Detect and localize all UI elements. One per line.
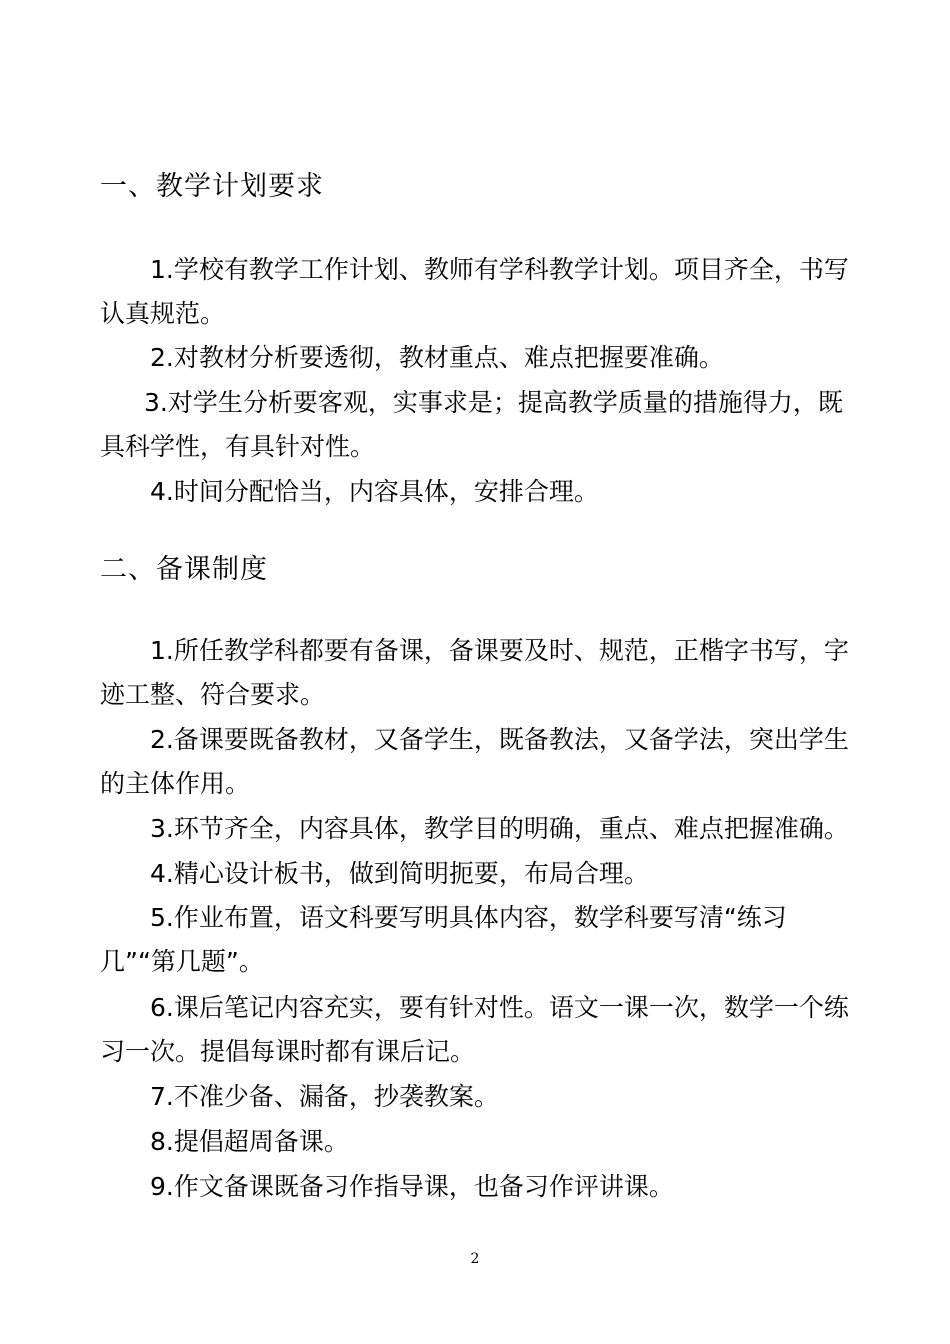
list-item — [100, 629, 862, 717]
list-item — [100, 248, 862, 336]
list-item — [100, 807, 862, 851]
list-item-text: 4.时间分配恰当，内容具体，安排合理。 — [150, 477, 599, 506]
list-item-text: 2.对教材分析要透彻，教材重点、难点把握要准确。 — [150, 343, 724, 372]
list-item-text: 2.备课要既备教材，又备学生，既备教法，又备学法，突出学生的主体作用。 — [100, 725, 849, 798]
list-item — [100, 470, 862, 514]
page-number: 2 — [470, 1251, 480, 1267]
list-item — [100, 381, 862, 469]
list-item — [100, 718, 862, 806]
list-item-text: 1.学校有教学工作计划、教师有学科教学计划。项目齐全，书写认真规范。 — [100, 255, 849, 328]
list-item — [100, 336, 862, 380]
section-heading-teaching-plan: 一、教学计划要求 — [100, 171, 324, 202]
list-item-text: 7.不准少备、漏备，抄袭教案。 — [150, 1082, 499, 1111]
list-item-text: 9.作文备课既备习作指导课，也备习作评讲课。 — [150, 1172, 674, 1201]
list-item-text: 5.作业布置，语文科要写明具体内容，数学科要写清“练习几”“第几题”。 — [100, 903, 787, 976]
list-item-text: 3.对学生分析要客观，实事求是；提高教学质量的措施得力，既具科学性，有具针对性。 — [100, 388, 843, 461]
list-item-text: 1.所任教学科都要有备课，备课要及时、规范，正楷字书写，字迹工整、符合要求。 — [100, 636, 849, 709]
list-item-text: 3.环节齐全，内容具体，教学目的明确，重点、难点把握准确。 — [150, 814, 849, 843]
list-item — [100, 1165, 862, 1209]
section-heading-lesson-prep: 二、备课制度 — [100, 554, 268, 585]
list-item — [100, 852, 862, 896]
list-item — [100, 986, 862, 1074]
list-item-text: 8.提倡超周备课。 — [150, 1127, 349, 1156]
list-item-text: 4.精心设计板书，做到简明扼要，布局合理。 — [150, 859, 649, 888]
list-item — [100, 896, 862, 984]
list-item — [100, 1120, 862, 1164]
list-item-text: 6.课后笔记内容充实，要有针对性。语文一课一次，数学一个练习一次。提倡每课时都有课后记。 — [100, 993, 849, 1066]
list-item — [100, 1075, 862, 1119]
